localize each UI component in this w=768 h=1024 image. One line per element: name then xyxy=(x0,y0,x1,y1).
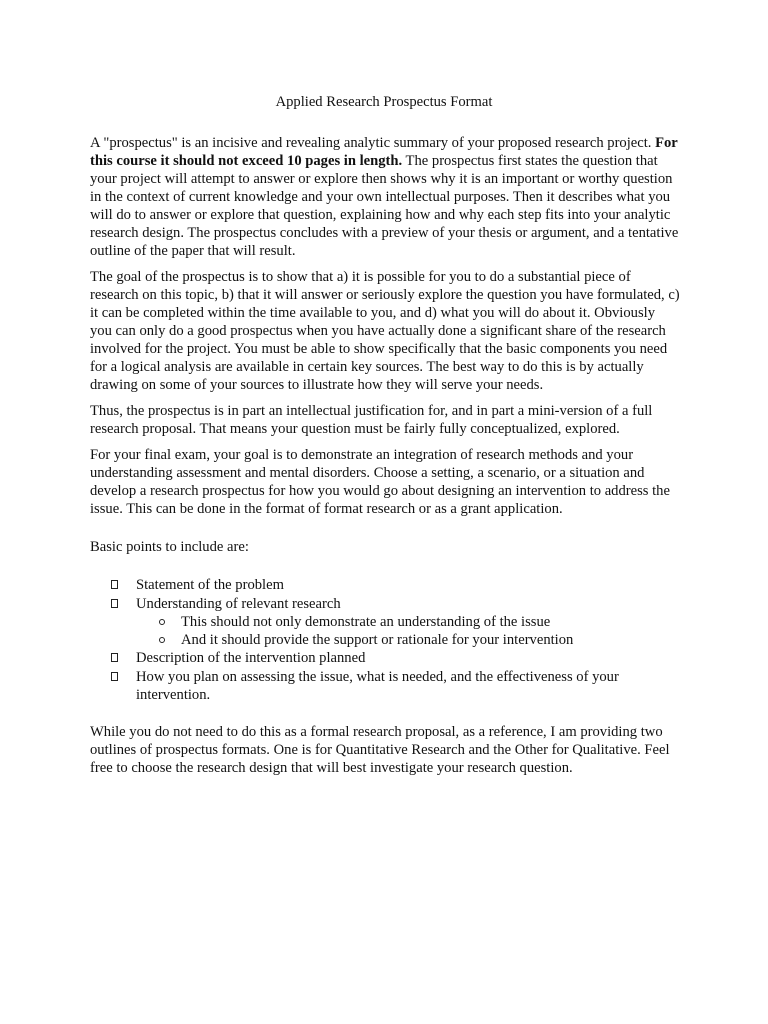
list-item-label: Statement of the problem xyxy=(136,577,284,593)
paragraph-intro-text-a: A "prospectus" is an incisive and revealing analytic summary of your proposed research project. xyxy=(90,135,656,151)
sub-list-item xyxy=(90,613,680,631)
checkbox-square-icon xyxy=(111,653,118,662)
circle-bullet-icon xyxy=(159,619,165,625)
paragraph-justification: Thus, the prospectus is in part an intellectual justification for, and in part a mini-version of a full research proposal. That means your question must be fairly fully conceptualized, explored. xyxy=(90,403,653,437)
paragraph-outlines: While you do not need to do this as a formal research proposal, as a reference, I am providing two outlines of prospectus formats. One is for Quantitative Research and the Other for Qualitative. Feel free to choose the research design that will best investigate your research question. xyxy=(90,723,670,776)
list-item-label: How you plan on assessing the issue, what is needed, and the effectiveness of your intervention. xyxy=(136,668,619,703)
sub-points-list xyxy=(136,613,680,649)
paragraph-goal: The goal of the prospectus is to show that a) it is possible for you to do a substantial piece of research on this topic, b) that it will answer or seriously explore the question you have formulated, c) it can be completed within the time available to you, and d) what you will do about it. Obviously you can only do a good prospectus when you have actually done a significant share of the research involved for the project. You must be able to show specifically that the basic components you need for a logical analysis are available in certain key sources. The best way to do this is by actually drawing on some of your sources to illustrate how they will serve your needs. xyxy=(90,269,680,393)
sub-list-item-label: This should not only demonstrate an understanding of the issue xyxy=(181,614,551,630)
list-item-label: Understanding of relevant research xyxy=(136,595,341,612)
sub-list-item xyxy=(90,631,680,649)
checkbox-square-icon xyxy=(111,599,118,608)
checkbox-square-icon xyxy=(111,672,118,681)
document-body xyxy=(90,134,680,785)
basic-points-list xyxy=(90,576,680,705)
list-item xyxy=(90,595,680,650)
paragraph-intro xyxy=(90,134,680,260)
list-item xyxy=(90,576,680,595)
list-item-label: Description of the intervention planned xyxy=(136,650,366,666)
sub-list-item-label: And it should provide the support or rationale for your intervention xyxy=(181,632,574,648)
document-title: Applied Research Prospectus Format xyxy=(275,94,493,110)
checkbox-square-icon xyxy=(111,580,118,589)
page-limit-emphasis: For this course it should not exceed 10 pages in length. xyxy=(90,135,678,169)
circle-bullet-icon xyxy=(159,637,165,643)
list-item xyxy=(90,649,680,668)
paragraph-final-exam: For your final exam, your goal is to demonstrate an integration of research methods and your understanding assessment and mental disorders. Choose a setting, a scenario, or a situation and develop a research prospectus for how you would go about designing an intervention to address the issue. This can be done in the format of format research or as a grant application. xyxy=(90,447,670,517)
paragraph-intro-text-b: The prospectus first states the question that your project will attempt to answer or explore then shows why it is an important or worthy question in the context of current knowledge and your own intellectual purposes. Then it describes what you will do to answer or explore that question, explaining how and why each step fits into your analytic research design. The prospectus concludes with a preview of your thesis or argument, and a tentative outline of the paper that will result. xyxy=(90,153,679,259)
list-item xyxy=(90,668,680,705)
basic-points-intro: Basic points to include are: xyxy=(90,539,249,555)
